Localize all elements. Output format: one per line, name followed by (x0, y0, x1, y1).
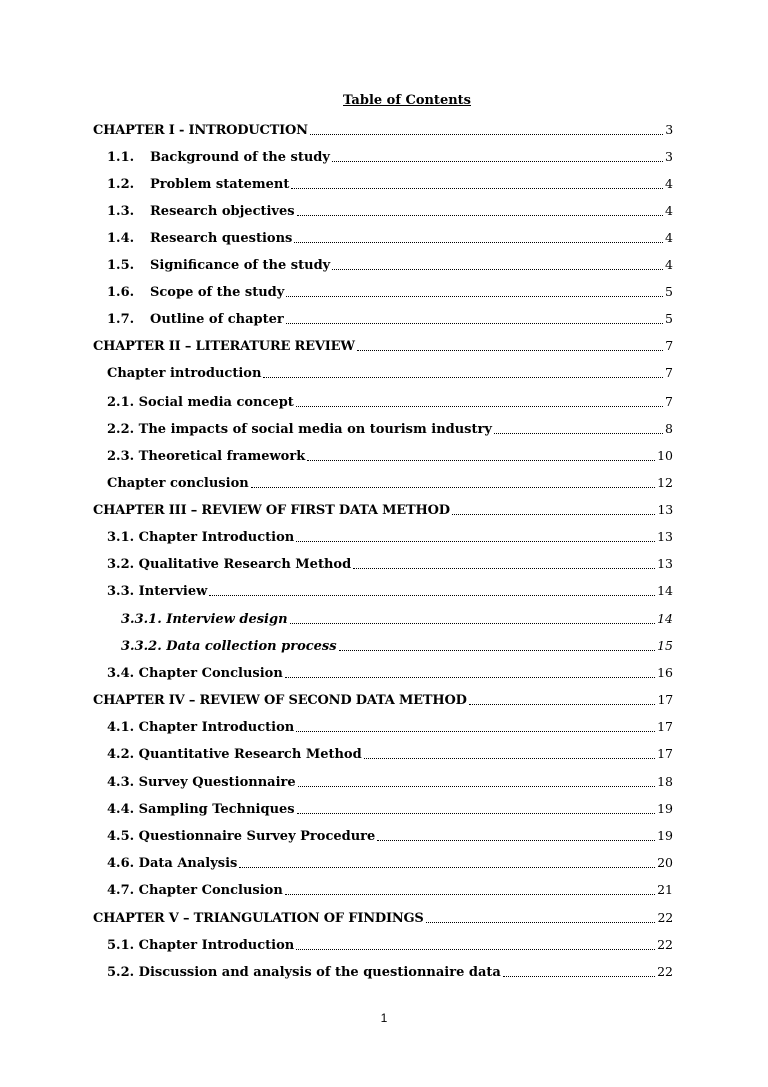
toc-entry[interactable] (107, 474, 673, 493)
toc-leader-dots (286, 322, 663, 324)
toc-entry[interactable] (107, 420, 673, 439)
toc-entry[interactable] (107, 283, 673, 302)
toc-entry-title: 4.4. Sampling Techniques (107, 802, 295, 817)
toc-entry[interactable] (107, 827, 673, 846)
toc-entry-title: 4.3. Survey Questionnaire (107, 775, 296, 790)
toc-entry-page: 14 (657, 583, 673, 598)
toc-entry[interactable] (93, 501, 673, 520)
toc-entry-page: 5 (665, 311, 673, 326)
toc-leader-dots (291, 187, 663, 189)
toc-entry-title: 3.2. Qualitative Research Method (107, 557, 352, 572)
toc-entry-page: 13 (657, 502, 673, 517)
toc-leader-dots (290, 622, 656, 624)
toc-entry-page: 4 (665, 203, 673, 218)
toc-leader-dots (285, 893, 655, 895)
toc-entry-page: 22 (657, 910, 673, 925)
toc-entry-title: 3.3.2. Data collection process (121, 639, 337, 654)
toc-entry-page: 7 (665, 365, 673, 380)
page-number: 1 (380, 1011, 388, 1025)
toc-leader-dots (353, 567, 655, 569)
toc-entry[interactable] (93, 121, 673, 140)
toc-entry-title: 2.2. The impacts of social media on tourism industry (107, 422, 492, 437)
toc-leader-dots (296, 948, 655, 950)
toc-entry-title: Background of the study (150, 150, 330, 165)
toc-leader-dots (263, 376, 663, 378)
toc-entry-title: Problem statement (150, 177, 290, 192)
toc-leader-dots (298, 785, 655, 787)
toc-entry-page: 7 (665, 338, 673, 353)
toc-entry-title: CHAPTER I - INTRODUCTION (93, 123, 308, 138)
toc-leader-dots (251, 486, 655, 488)
toc-entry-page: 19 (657, 801, 673, 816)
toc-entry-page: 12 (657, 475, 673, 490)
toc-leader-dots (377, 839, 655, 841)
toc-entry-title: 4.1. Chapter Introduction (107, 720, 295, 735)
toc-leader-dots (364, 757, 655, 759)
toc-entry-title: CHAPTER II – LITERATURE REVIEW (93, 339, 355, 354)
toc-entry[interactable] (107, 664, 673, 683)
toc-entry-title: 4.2. Quantitative Research Method (107, 747, 362, 762)
toc-entry-title: Chapter conclusion (107, 476, 249, 491)
toc-leader-dots (452, 513, 656, 515)
toc-entry-page: 17 (657, 692, 673, 707)
toc-entry-page: 17 (657, 719, 673, 734)
toc-leader-dots (503, 975, 655, 977)
toc-entry-page: 5 (665, 284, 673, 299)
toc-entry-page: 4 (665, 257, 673, 272)
toc-entry[interactable] (93, 691, 673, 710)
toc-entry-page: 17 (657, 746, 673, 761)
toc-entry[interactable] (107, 393, 673, 412)
toc-entry[interactable] (107, 310, 673, 329)
toc-entry-page: 18 (657, 774, 673, 789)
toc-entry[interactable] (107, 202, 673, 221)
toc-entry-number: 1.4. (107, 231, 135, 246)
toc-entry[interactable] (107, 881, 673, 900)
toc-entry-title: 4.5. Questionnaire Survey Procedure (107, 829, 376, 844)
toc-leader-dots (332, 268, 663, 270)
toc-entry[interactable] (121, 610, 673, 629)
toc-entry-page: 4 (665, 230, 673, 245)
toc-entry-title: Research questions (150, 231, 293, 246)
toc-entry-page: 7 (665, 394, 673, 409)
toc-entry-page: 3 (665, 122, 673, 137)
toc-leader-dots (357, 349, 663, 351)
toc-entry-page: 22 (657, 964, 673, 979)
toc-leader-dots (209, 594, 655, 596)
toc-entry[interactable] (93, 909, 673, 928)
toc-entry-number: 1.2. (107, 177, 135, 192)
toc-entry-page: 20 (657, 855, 673, 870)
toc-entry[interactable] (107, 148, 673, 167)
toc-entry-title: 4.6. Data Analysis (107, 856, 238, 871)
toc-leader-dots (285, 676, 655, 678)
toc-entry[interactable] (107, 175, 673, 194)
toc-entry[interactable] (107, 582, 673, 601)
toc-entry[interactable] (107, 528, 673, 547)
toc-entry-title: Scope of the study (150, 285, 285, 300)
toc-leader-dots (332, 160, 663, 162)
toc-leader-dots (469, 703, 656, 705)
toc-entry-title: 3.3. Interview (107, 584, 208, 599)
toc-entry-title: 4.7. Chapter Conclusion (107, 883, 283, 898)
toc-entry-number: 1.3. (107, 204, 135, 219)
toc-entry-page: 4 (665, 176, 673, 191)
toc-entry[interactable] (107, 364, 673, 383)
toc-entry[interactable] (107, 963, 673, 982)
toc-entry-title: 3.1. Chapter Introduction (107, 530, 295, 545)
toc-entry-page: 8 (665, 421, 673, 436)
toc-entry-title: CHAPTER IV – REVIEW OF SECOND DATA METHOD (93, 693, 467, 708)
toc-leader-dots (296, 730, 655, 732)
toc-leader-dots (297, 214, 663, 216)
toc-entry-page: 15 (657, 638, 673, 653)
toc-entry-title: Chapter introduction (107, 366, 262, 381)
toc-entry-page: 14 (657, 611, 673, 626)
toc-entry-title: 2.1. Social media concept (107, 395, 294, 410)
toc-leader-dots (307, 459, 655, 461)
toc-entry[interactable] (107, 800, 673, 819)
toc-entry-number: 1.1. (107, 150, 135, 165)
toc-entry-number: 1.6. (107, 285, 135, 300)
toc-entry-title: CHAPTER III – REVIEW OF FIRST DATA METHOD (93, 503, 450, 518)
toc-entry[interactable] (107, 936, 673, 955)
toc-entry-page: 13 (657, 529, 673, 544)
toc-entry[interactable] (107, 773, 673, 792)
toc-leader-dots (296, 405, 663, 407)
toc-entry[interactable] (107, 447, 673, 466)
toc-entry-page: 13 (657, 556, 673, 571)
toc-leader-dots (286, 295, 663, 297)
toc-entry[interactable] (121, 637, 673, 656)
toc-entry-page: 21 (657, 882, 673, 897)
toc-leader-dots (339, 649, 656, 651)
toc-entry[interactable] (107, 718, 673, 737)
toc-title: Table of Contents (343, 93, 471, 108)
toc-entry-title: 2.3. Theoretical framework (107, 449, 306, 464)
toc-entry[interactable] (107, 555, 673, 574)
toc-entry[interactable] (107, 745, 673, 764)
toc-leader-dots (239, 866, 655, 868)
toc-entry-title: Outline of chapter (150, 312, 284, 327)
toc-entry[interactable] (107, 229, 673, 248)
toc-leader-dots (494, 432, 663, 434)
toc-entry-page: 10 (657, 448, 673, 463)
toc-entry-title: 3.3.1. Interview design (121, 612, 288, 627)
toc-leader-dots (294, 241, 663, 243)
toc-entry-page: 3 (665, 149, 673, 164)
toc-entry[interactable] (107, 256, 673, 275)
toc-entry-page: 22 (657, 937, 673, 952)
toc-entry-number: 1.5. (107, 258, 135, 273)
toc-entry-title: 3.4. Chapter Conclusion (107, 666, 283, 681)
toc-entry-page: 16 (657, 665, 673, 680)
toc-entry[interactable] (93, 337, 673, 356)
toc-entry-title: Research objectives (150, 204, 295, 219)
toc-entry-page: 19 (657, 828, 673, 843)
toc-leader-dots (297, 812, 655, 814)
toc-entry-title: 5.1. Chapter Introduction (107, 938, 295, 953)
toc-entry-title: CHAPTER V – TRIANGULATION OF FINDINGS (93, 911, 424, 926)
toc-entry[interactable] (107, 854, 673, 873)
toc-leader-dots (296, 540, 655, 542)
toc-leader-dots (310, 133, 663, 135)
toc-entry-title: Significance of the study (150, 258, 331, 273)
toc-entry-number: 1.7. (107, 312, 135, 327)
toc-leader-dots (426, 921, 656, 923)
toc-entry-title: 5.2. Discussion and analysis of the questionnaire data (107, 965, 501, 980)
